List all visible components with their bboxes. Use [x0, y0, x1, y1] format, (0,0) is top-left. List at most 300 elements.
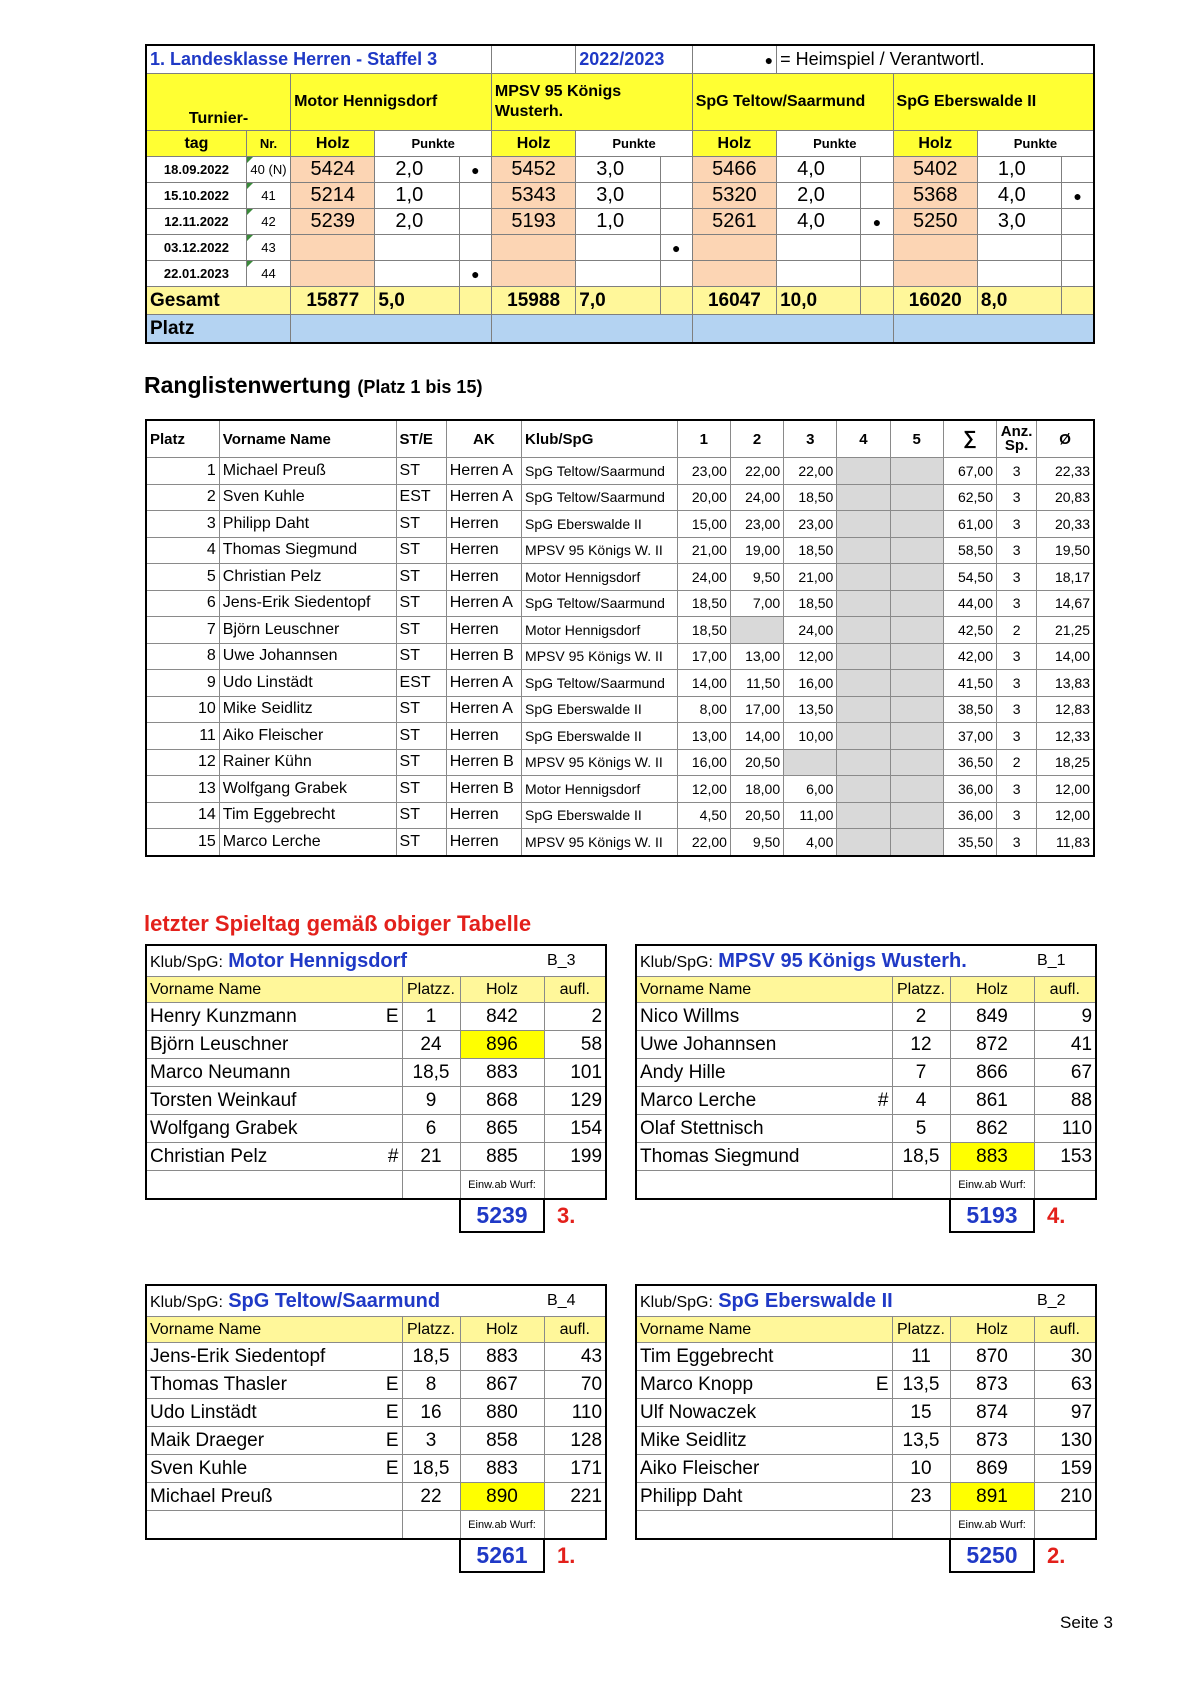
player-ste: ST [396, 511, 446, 538]
player-mark [866, 1455, 892, 1483]
player-mark [376, 1087, 402, 1115]
round-holz: 5402 [893, 157, 977, 183]
player-ste: ST [396, 458, 446, 485]
player-club: SpG Teltow/Saarmund [522, 670, 678, 697]
ranking-row [146, 643, 1094, 670]
player-mark [376, 1343, 402, 1371]
player-mark [376, 1059, 402, 1087]
player-name: Philipp Daht [219, 511, 396, 538]
score-sum: 61,00 [943, 511, 996, 538]
team-lineup-table [145, 1284, 607, 1540]
score-sum: 44,00 [943, 590, 996, 617]
col-game-2: 2 [730, 420, 783, 458]
round-punkte: 3,0 [576, 157, 660, 183]
team-lineup-table [635, 944, 1097, 1200]
rank-platz: 15 [146, 829, 219, 856]
round-holz: 5250 [893, 209, 977, 235]
rank-platz: 12 [146, 749, 219, 776]
game-score: 22,00 [730, 458, 783, 485]
player-club: SpG Eberswalde II [522, 723, 678, 750]
player-mark [376, 1031, 402, 1059]
player-name: Olaf Stettnisch [636, 1115, 866, 1143]
player-row [146, 1371, 606, 1399]
col-platz: Platzz. [892, 977, 950, 1003]
game-score [890, 696, 943, 723]
player-row [636, 1059, 1096, 1087]
player-ste: ST [396, 802, 446, 829]
punkte-header: Punkte [375, 131, 492, 157]
team-header-2: MPSV 95 Königs Wusterh. [491, 74, 692, 131]
col-name: Vorname Name [146, 1317, 402, 1343]
player-aufl: 159 [1034, 1455, 1096, 1483]
player-aufl: 70 [544, 1371, 606, 1399]
rank-platz: 13 [146, 776, 219, 803]
player-holz: 866 [950, 1059, 1034, 1087]
games-count: 3 [997, 802, 1037, 829]
col-sum: ∑ [943, 420, 996, 458]
round-date: 22.01.2023 [146, 261, 246, 287]
rank-platz: 8 [146, 643, 219, 670]
game-score [890, 511, 943, 538]
game-score: 10,00 [784, 723, 837, 750]
home-marker [1062, 209, 1094, 235]
game-score [837, 617, 890, 644]
round-row [146, 157, 1094, 183]
player-holz: 874 [950, 1399, 1034, 1427]
game-score: 18,50 [677, 590, 730, 617]
col-name: Vorname Name [146, 977, 402, 1003]
player-mark: E [376, 1455, 402, 1483]
col-aufl: aufl. [544, 977, 606, 1003]
player-row [146, 1059, 606, 1087]
col-name: Vorname Name [219, 420, 396, 458]
games-count: 3 [997, 511, 1037, 538]
game-score: 18,50 [784, 484, 837, 511]
player-platz: 12 [892, 1031, 950, 1059]
game-score [837, 829, 890, 856]
round-holz: 5193 [491, 209, 575, 235]
game-score: 16,00 [677, 749, 730, 776]
player-platz: 3 [402, 1427, 460, 1455]
round-holz [491, 235, 575, 261]
game-score: 18,50 [677, 617, 730, 644]
club-title: Klub/SpG: Motor Hennigsdorf [146, 945, 544, 977]
game-score [890, 564, 943, 591]
score-sum: 42,00 [943, 643, 996, 670]
game-score [890, 617, 943, 644]
player-mark: # [866, 1087, 892, 1115]
team-total: 5193 [949, 1200, 1035, 1233]
score-sum: 41,50 [943, 670, 996, 697]
game-score [890, 776, 943, 803]
punkte-header: Punkte [977, 131, 1094, 157]
score-avg: 22,33 [1037, 458, 1094, 485]
player-mark [866, 1031, 892, 1059]
score-sum: 62,50 [943, 484, 996, 511]
player-aufl: 30 [1034, 1343, 1096, 1371]
games-count: 3 [997, 564, 1037, 591]
games-count: 3 [997, 537, 1037, 564]
games-count: 3 [997, 696, 1037, 723]
nr-header: Nr. [246, 131, 290, 157]
col-ak: AK [446, 420, 521, 458]
player-mark [866, 1003, 892, 1031]
player-platz: 13,5 [892, 1371, 950, 1399]
player-ste: EST [396, 670, 446, 697]
player-row [636, 1455, 1096, 1483]
player-ak: Herren [446, 829, 521, 856]
game-score [730, 617, 783, 644]
player-name: Marco Lerche [219, 829, 396, 856]
col-avg: Ø [1037, 420, 1094, 458]
home-marker [1062, 261, 1094, 287]
ranking-heading: Ranglistenwertung (Platz 1 bis 15) [144, 372, 483, 398]
player-platz: 4 [892, 1087, 950, 1115]
player-ste: ST [396, 537, 446, 564]
game-score [837, 458, 890, 485]
club-title: Klub/SpG: SpG Eberswalde II [636, 1285, 1034, 1317]
team-total: 5239 [459, 1200, 545, 1233]
round-punkte: 3,0 [576, 183, 660, 209]
round-holz [692, 261, 776, 287]
club-name: MPSV 95 Königs Wusterh. [718, 949, 967, 972]
player-ste: ST [396, 776, 446, 803]
player-holz: 891 [950, 1483, 1034, 1511]
player-ak: Herren A [446, 670, 521, 697]
col-aufl: aufl. [1034, 1317, 1096, 1343]
player-aufl: 110 [1034, 1115, 1096, 1143]
round-punkte: 2,0 [375, 157, 459, 183]
player-name: Christian Pelz [219, 564, 396, 591]
player-row [636, 1427, 1096, 1455]
game-score [837, 484, 890, 511]
lane-code: B_2 [1034, 1285, 1096, 1317]
punkte-header: Punkte [777, 131, 893, 157]
round-punkte [777, 261, 861, 287]
team-total: 5250 [949, 1540, 1035, 1573]
player-name: Henry Kunzmann [146, 1003, 376, 1031]
player-row [636, 1031, 1096, 1059]
game-score: 13,00 [677, 723, 730, 750]
last-matchday-heading: letzter Spieltag gemäß obiger Tabelle [144, 911, 532, 936]
team-rank: 4. [1047, 1203, 1066, 1228]
player-holz: 862 [950, 1115, 1034, 1143]
holz-header: Holz [893, 131, 977, 157]
player-holz: 868 [460, 1087, 544, 1115]
player-club: SpG Eberswalde II [522, 696, 678, 723]
score-sum: 38,50 [943, 696, 996, 723]
player-aufl: 128 [544, 1427, 606, 1455]
player-mark: E [376, 1003, 402, 1031]
col-holz: Holz [460, 1317, 544, 1343]
game-score: 23,00 [677, 458, 730, 485]
player-platz: 6 [402, 1115, 460, 1143]
player-name: Jens-Erik Siedentopf [219, 590, 396, 617]
player-platz: 24 [402, 1031, 460, 1059]
home-marker [1062, 157, 1094, 183]
game-score: 7,00 [730, 590, 783, 617]
player-mark [866, 1343, 892, 1371]
team-lineup-table [145, 944, 607, 1200]
game-score: 19,00 [730, 537, 783, 564]
team-header-4: SpG Eberswalde II [893, 74, 1094, 131]
player-row [146, 1483, 606, 1511]
round-punkte: 4,0 [777, 157, 861, 183]
player-mark [866, 1115, 892, 1143]
player-name: Michael Preuß [146, 1483, 376, 1511]
col-holz: Holz [950, 977, 1034, 1003]
gesamt-punkte: 7,0 [576, 287, 660, 315]
round-punkte [977, 235, 1061, 261]
player-mark [376, 1115, 402, 1143]
player-ak: Herren B [446, 776, 521, 803]
game-score: 22,00 [677, 829, 730, 856]
player-row [146, 1455, 606, 1483]
standings-overview-table [145, 44, 1095, 344]
col-game-5: 5 [890, 420, 943, 458]
player-row [146, 1087, 606, 1115]
col-platz: Platzz. [892, 1317, 950, 1343]
player-row [146, 1427, 606, 1455]
round-punkte: 2,0 [777, 183, 861, 209]
round-punkte: 1,0 [977, 157, 1061, 183]
game-score: 12,00 [677, 776, 730, 803]
col-game-1: 1 [677, 420, 730, 458]
game-score [837, 723, 890, 750]
rank-platz: 7 [146, 617, 219, 644]
games-count: 3 [997, 590, 1037, 617]
round-punkte: 1,0 [576, 209, 660, 235]
player-platz: 18,5 [402, 1059, 460, 1087]
game-score: 18,50 [784, 537, 837, 564]
col-aufl: aufl. [544, 1317, 606, 1343]
round-holz [291, 235, 375, 261]
player-name: Uwe Johannsen [219, 643, 396, 670]
game-score [784, 749, 837, 776]
round-holz [893, 261, 977, 287]
round-holz: 5239 [291, 209, 375, 235]
game-score: 9,50 [730, 564, 783, 591]
game-score: 13,00 [730, 643, 783, 670]
home-marker: ● [861, 209, 893, 235]
player-club: Motor Hennigsdorf [522, 617, 678, 644]
team-header-3: SpG Teltow/Saarmund [692, 74, 893, 131]
ranking-row [146, 617, 1094, 644]
rank-platz: 2 [146, 484, 219, 511]
player-aufl: 153 [1034, 1143, 1096, 1171]
score-avg: 18,25 [1037, 749, 1094, 776]
player-club: SpG Teltow/Saarmund [522, 458, 678, 485]
player-club: SpG Eberswalde II [522, 511, 678, 538]
home-marker [660, 183, 692, 209]
player-club: MPSV 95 Königs W. II [522, 643, 678, 670]
punkte-header: Punkte [576, 131, 692, 157]
player-row [636, 1399, 1096, 1427]
game-score [837, 749, 890, 776]
col-holz: Holz [950, 1317, 1034, 1343]
player-name: Torsten Weinkauf [146, 1087, 376, 1115]
game-score: 11,00 [784, 802, 837, 829]
player-ak: Herren [446, 723, 521, 750]
home-marker: ● [459, 157, 491, 183]
player-name: Thomas Thasler [146, 1371, 376, 1399]
player-ste: ST [396, 696, 446, 723]
player-platz: 5 [892, 1115, 950, 1143]
score-sum: 67,00 [943, 458, 996, 485]
col-game-4: 4 [837, 420, 890, 458]
game-score [890, 829, 943, 856]
player-ak: Herren [446, 802, 521, 829]
lane-code: B_3 [544, 945, 606, 977]
col-anz: Anz. Sp. [997, 420, 1037, 458]
game-score: 13,50 [784, 696, 837, 723]
score-avg: 12,33 [1037, 723, 1094, 750]
round-row [146, 183, 1094, 209]
player-aufl: 43 [544, 1343, 606, 1371]
player-platz: 13,5 [892, 1427, 950, 1455]
player-row [146, 1343, 606, 1371]
player-platz: 7 [892, 1059, 950, 1087]
home-marker: ● [660, 235, 692, 261]
gesamt-punkte: 10,0 [777, 287, 861, 315]
rank-platz: 3 [146, 511, 219, 538]
player-name: Tim Eggebrecht [636, 1343, 866, 1371]
einw-label: Einw.ab Wurf: [460, 1171, 544, 1200]
gesamt-holz: 16020 [893, 287, 977, 315]
lane-code: B_4 [544, 1285, 606, 1317]
player-mark [866, 1483, 892, 1511]
player-club: MPSV 95 Königs W. II [522, 749, 678, 776]
player-platz: 8 [402, 1371, 460, 1399]
game-score [890, 723, 943, 750]
player-name: Thomas Siegmund [636, 1143, 866, 1171]
player-aufl: 130 [1034, 1427, 1096, 1455]
player-ak: Herren A [446, 696, 521, 723]
player-name: Andy Hille [636, 1059, 866, 1087]
player-row [636, 1143, 1096, 1171]
player-platz: 10 [892, 1455, 950, 1483]
round-punkte: 4,0 [977, 183, 1061, 209]
game-score: 24,00 [677, 564, 730, 591]
col-platz: Platzz. [402, 1317, 460, 1343]
score-avg: 12,83 [1037, 696, 1094, 723]
player-row [636, 1483, 1096, 1511]
score-avg: 11,83 [1037, 829, 1094, 856]
player-holz: 849 [950, 1003, 1034, 1031]
score-sum: 37,00 [943, 723, 996, 750]
game-score: 4,00 [784, 829, 837, 856]
einw-label: Einw.ab Wurf: [950, 1511, 1034, 1540]
team-lineup-table [635, 1284, 1097, 1540]
round-punkte: 1,0 [375, 183, 459, 209]
ranking-row [146, 564, 1094, 591]
player-aufl: 154 [544, 1115, 606, 1143]
col-aufl: aufl. [1034, 977, 1096, 1003]
player-club: MPSV 95 Königs W. II [522, 829, 678, 856]
home-marker [459, 183, 491, 209]
player-row [146, 1399, 606, 1427]
player-ak: Herren B [446, 643, 521, 670]
player-holz: 870 [950, 1343, 1034, 1371]
player-platz: 9 [402, 1087, 460, 1115]
game-score: 18,00 [730, 776, 783, 803]
player-name: Udo Linstädt [146, 1399, 376, 1427]
round-holz: 5466 [692, 157, 776, 183]
round-punkte [977, 261, 1061, 287]
player-aufl: 199 [544, 1143, 606, 1171]
score-avg: 14,67 [1037, 590, 1094, 617]
ranking-row [146, 723, 1094, 750]
player-platz: 11 [892, 1343, 950, 1371]
cell-comment-marker [247, 235, 253, 241]
ranking-row [146, 458, 1094, 485]
home-marker [459, 235, 491, 261]
round-nr: 41 [246, 183, 290, 209]
cell-comment-marker [247, 261, 253, 267]
player-holz: 883 [950, 1143, 1034, 1171]
ranking-row [146, 511, 1094, 538]
player-holz: 883 [460, 1059, 544, 1087]
turnier-label: Turnier- [146, 74, 291, 131]
player-mark: E [376, 1427, 402, 1455]
round-date: 03.12.2022 [146, 235, 246, 261]
rank-platz: 1 [146, 458, 219, 485]
ranking-row [146, 829, 1094, 856]
player-platz: 18,5 [892, 1143, 950, 1171]
game-score: 15,00 [677, 511, 730, 538]
col-name: Vorname Name [636, 977, 892, 1003]
player-mark [376, 1483, 402, 1511]
player-ste: ST [396, 643, 446, 670]
round-nr: 42 [246, 209, 290, 235]
player-aufl: 101 [544, 1059, 606, 1087]
player-mark [866, 1427, 892, 1455]
home-marker [1062, 235, 1094, 261]
player-name: Marco Lerche [636, 1087, 866, 1115]
player-mark: # [376, 1143, 402, 1171]
player-row [146, 1031, 606, 1059]
rank-platz: 9 [146, 670, 219, 697]
player-name: Tim Eggebrecht [219, 802, 396, 829]
player-name: Mike Seidlitz [636, 1427, 866, 1455]
round-date: 12.11.2022 [146, 209, 246, 235]
player-aufl: 88 [1034, 1087, 1096, 1115]
game-score: 21,00 [677, 537, 730, 564]
games-count: 3 [997, 829, 1037, 856]
team-rank: 2. [1047, 1543, 1066, 1568]
player-ste: ST [396, 590, 446, 617]
score-avg: 21,25 [1037, 617, 1094, 644]
player-aufl: 41 [1034, 1031, 1096, 1059]
player-ste: ST [396, 749, 446, 776]
round-punkte [375, 261, 459, 287]
player-holz: 883 [460, 1455, 544, 1483]
player-aufl: 129 [544, 1087, 606, 1115]
player-name: Wolfgang Grabek [219, 776, 396, 803]
game-score [837, 696, 890, 723]
ranking-row [146, 749, 1094, 776]
games-count: 3 [997, 670, 1037, 697]
col-name: Vorname Name [636, 1317, 892, 1343]
round-nr: 40 (N) [246, 157, 290, 183]
player-aufl: 97 [1034, 1399, 1096, 1427]
col-platz: Platz [146, 420, 219, 458]
player-mark [866, 1143, 892, 1171]
rank-platz: 14 [146, 802, 219, 829]
player-mark: E [866, 1371, 892, 1399]
team-total: 5261 [459, 1540, 545, 1573]
games-count: 3 [997, 643, 1037, 670]
